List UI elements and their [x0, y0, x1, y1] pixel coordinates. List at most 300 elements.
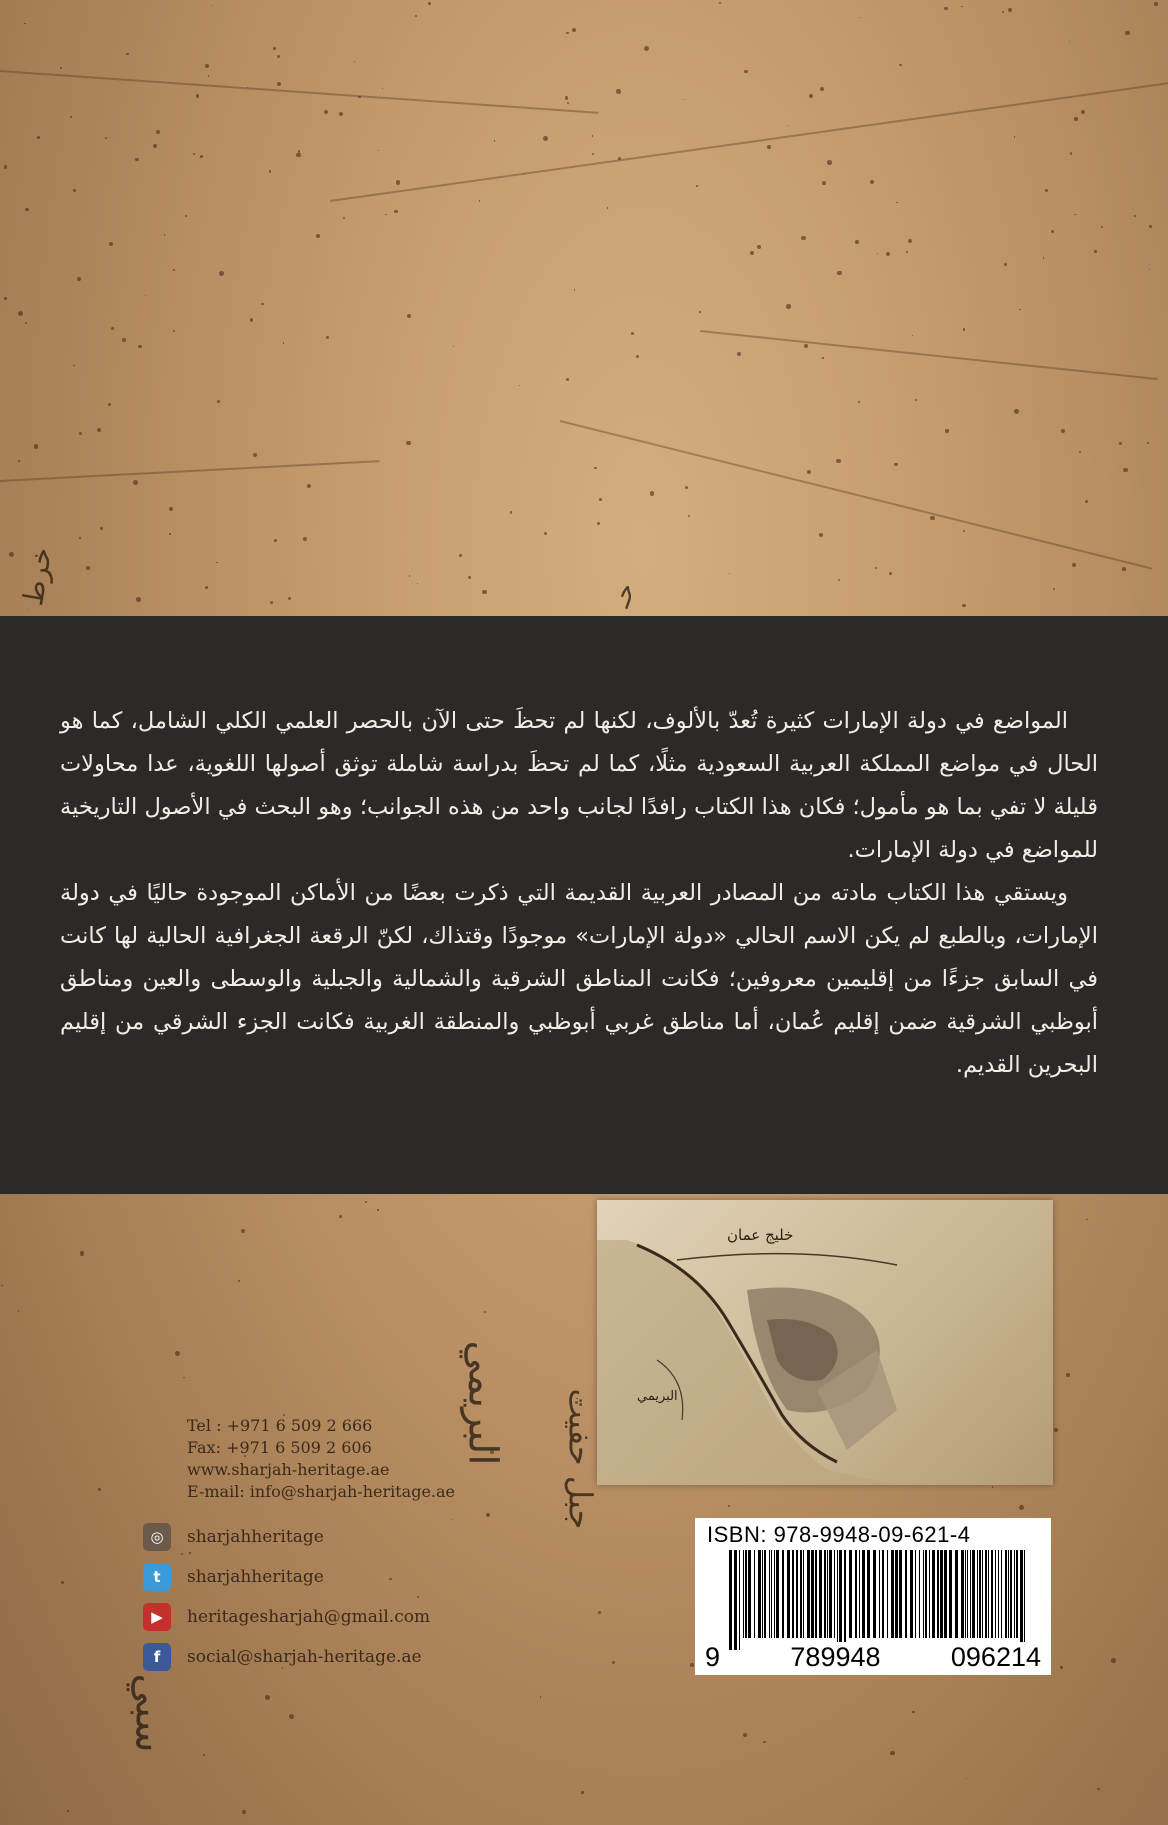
parchment-speck: [1097, 1788, 1100, 1791]
parchment-speck: [339, 1215, 342, 1218]
parchment-speck: [217, 400, 220, 403]
parchment-speck: [1008, 8, 1012, 12]
parchment-speck: [265, 1695, 270, 1700]
parchment-speck: [1043, 257, 1044, 258]
contact-email: E-mail: info@sharjah-heritage.ae: [187, 1482, 456, 1501]
parchment-speck: [912, 335, 913, 336]
barcode-bar: [745, 1550, 747, 1638]
parchment-speck: [572, 28, 576, 32]
parchment-speck: [417, 583, 418, 584]
parchment-speck: [565, 96, 568, 99]
blurb-band: [0, 616, 1168, 1194]
social-handle-twitter: sharjahheritage: [187, 1567, 324, 1587]
parchment-speck: [409, 575, 410, 576]
parchment-speck: [324, 110, 328, 114]
parchment-speck: [277, 55, 280, 58]
parchment-speck: [1045, 189, 1048, 192]
parchment-speck: [915, 399, 917, 401]
parchment-speck: [389, 1578, 391, 1580]
parchment-scratch: [0, 460, 380, 482]
parchment-speck: [540, 1696, 541, 1697]
parchment-speck: [73, 189, 76, 192]
barcode-bar: [895, 1550, 898, 1638]
parchment-speck: [34, 444, 38, 448]
parchment-speck: [382, 88, 384, 90]
parchment-speck: [288, 597, 291, 600]
parchment-speck: [804, 344, 808, 348]
parchment-speck: [183, 1377, 184, 1378]
parchment-speck: [80, 1251, 84, 1255]
barcode-bar: [729, 1550, 732, 1650]
barcode-bar: [824, 1550, 826, 1638]
parchment-speck: [185, 215, 187, 217]
parchment-speck: [135, 158, 139, 162]
parchment-speck: [97, 428, 101, 432]
parchment-speck: [827, 160, 832, 165]
barcode-bar: [995, 1550, 996, 1638]
parchment-speck: [407, 314, 411, 318]
parchment-speck: [767, 145, 771, 149]
parchment-speck: [453, 346, 454, 347]
isbn-label: ISBN: 978-9948-09-621-4: [707, 1522, 971, 1547]
barcode-bar: [819, 1550, 822, 1638]
parchment-speck: [836, 459, 841, 464]
parchment-speck: [1149, 269, 1150, 270]
barcode-bar: [839, 1550, 842, 1650]
parchment-speck: [1086, 1219, 1087, 1220]
parchment-speck: [274, 539, 277, 542]
social-row-twitter: [143, 1563, 324, 1591]
parchment-speck: [899, 64, 902, 67]
parchment-speck: [744, 70, 747, 73]
parchment-speck: [1122, 567, 1126, 571]
parchment-speck: [296, 153, 300, 157]
barcode-bar: [734, 1550, 737, 1650]
barcode-bar: [1016, 1550, 1018, 1638]
parchment-speck: [837, 271, 842, 276]
contact-fax: Fax: +971 6 509 2 606: [187, 1438, 372, 1457]
parchment-speck: [877, 253, 878, 254]
barcode-bar: [776, 1550, 779, 1638]
social-row-instagram: [143, 1523, 324, 1551]
barcode-bar: [844, 1550, 846, 1650]
handwritten-mark-bottom: سبي: [126, 1673, 173, 1753]
parchment-speck: [468, 576, 470, 578]
parchment-speck: [277, 82, 282, 87]
barcode-bar: [949, 1550, 952, 1638]
parchment-speck: [855, 240, 859, 244]
barcode-bar: [991, 1550, 993, 1638]
parchment-speck: [728, 1505, 730, 1507]
parchment-speck: [111, 327, 115, 331]
parchment-speck: [105, 137, 108, 140]
parchment-speck: [326, 336, 330, 340]
parchment-speck: [270, 601, 273, 604]
parchment-speck: [963, 530, 965, 532]
parchment-speck: [1069, 41, 1070, 42]
map-illustration: [597, 1200, 1053, 1485]
blurb-paragraph-2: ويستقي هذا الكتاب مادته من المصادر العربية القديمة التي ذكرت بعضًا من الأماكن الموجودة حاليًا في دولة الإمارات، وبالطبع لم يكن الاسم الحالي «دولة الإمارات» موجودًا وقتذاك، لكنّ الرقعة الجغرافية الحالية لها كانت في السابق جزءًا من إقليمين معروفين؛ فكانت المناطق الشرقية والشمالية والجبلية والوسطى والعين ومناطق أبوظبي الشرقية ضمن إقليم عُمان، أما مناطق غربي أبوظبي والمنطقة الغربية فكانت الجزء الشرقي من إقليم البحرين القديم.: [60, 880, 1098, 1078]
parchment-speck: [592, 135, 594, 137]
barcode-bar: [988, 1550, 989, 1638]
parchment-speck: [428, 2, 431, 5]
parchment-speck: [181, 1553, 183, 1555]
barcode-bar: [905, 1550, 907, 1638]
barcode-bar: [887, 1550, 888, 1638]
parchment-speck: [86, 566, 90, 570]
barcode-bar: [1008, 1550, 1009, 1638]
parchment-speck: [685, 486, 688, 489]
parchment-speck: [750, 251, 754, 255]
parchment-speck: [219, 271, 224, 276]
parchment-speck: [650, 491, 654, 495]
facebook-icon: f: [143, 1643, 171, 1671]
parchment-speck: [1149, 225, 1152, 228]
barcode-bar: [827, 1550, 828, 1638]
parchment-speck: [484, 1311, 486, 1313]
parchment-speck: [406, 441, 411, 446]
parchment-speck: [1094, 250, 1097, 253]
instagram-icon: ◎: [143, 1523, 171, 1551]
parchment-speck: [1014, 409, 1019, 414]
parchment-speck: [566, 378, 569, 381]
barcode-bar: [1014, 1550, 1015, 1638]
barcode-bar: [792, 1550, 794, 1638]
parchment-speck: [303, 537, 307, 541]
parchment-speck: [510, 511, 513, 514]
barcode-bar: [859, 1550, 860, 1638]
parchment-speck: [599, 498, 602, 501]
parchment-speck: [581, 1791, 584, 1794]
parchment-speck: [193, 153, 195, 155]
parchment-speck: [205, 586, 208, 589]
barcode-bar: [748, 1550, 751, 1638]
parchment-speck: [963, 328, 965, 330]
parchment-speck: [133, 480, 138, 485]
barcode-bar: [882, 1550, 884, 1638]
parchment-speck: [1, 1285, 3, 1287]
parchment-speck: [109, 242, 113, 246]
parchment-speck: [1154, 2, 1158, 6]
parchment-speck: [365, 1201, 367, 1203]
parchment-speck: [870, 180, 874, 184]
barcode-bar: [891, 1550, 894, 1638]
parchment-speck: [173, 269, 176, 272]
handwritten-place-name: البريمي: [459, 1340, 506, 1466]
parchment-speck: [100, 527, 103, 530]
isbn-digit-group-right: 096214: [950, 1642, 1041, 1672]
barcode-bar: [771, 1550, 772, 1638]
parchment-speck: [612, 1661, 615, 1664]
barcode-bar: [796, 1550, 798, 1638]
parchment-speck: [169, 507, 173, 511]
parchment-speck: [25, 322, 27, 324]
parchment-speck: [543, 136, 548, 141]
parchment-speck: [479, 200, 480, 201]
parchment-speck: [944, 7, 947, 10]
barcode-bar: [967, 1550, 968, 1638]
parchment-speck: [242, 1810, 246, 1814]
parchment-speck: [690, 1663, 694, 1667]
parchment-speck: [636, 355, 639, 358]
contact-tel: Tel : +971 6 509 2 666: [187, 1416, 373, 1435]
barcode-bar: [855, 1550, 857, 1638]
parchment-speck: [385, 214, 387, 216]
parchment-speck: [807, 470, 811, 474]
barcode-bar: [929, 1550, 930, 1638]
parchment-speck: [820, 87, 824, 91]
barcode-bar: [834, 1550, 835, 1638]
parchment-speck: [1074, 214, 1075, 215]
barcode-bar: [998, 1550, 999, 1638]
parchment-speck: [961, 6, 963, 8]
parchment-speck: [273, 47, 276, 50]
parchment-speck: [18, 311, 23, 316]
parchment-speck: [343, 217, 345, 219]
parchment-speck: [1014, 136, 1015, 137]
barcode-bar: [899, 1550, 902, 1638]
parchment-speck: [4, 297, 7, 300]
parchment-speck: [289, 1714, 294, 1719]
parchment-speck: [378, 150, 379, 151]
barcode-bar: [849, 1550, 852, 1638]
parchment-speck: [1134, 215, 1136, 217]
barcode-bar: [955, 1550, 958, 1638]
parchment-speck: [1072, 563, 1076, 567]
parchment-speck: [544, 532, 547, 535]
isbn-digits: [703, 1642, 1043, 1673]
parchment-speck: [60, 67, 62, 69]
parchment-speck: [889, 572, 892, 575]
parchment-speck: [945, 429, 948, 432]
parchment-speck: [417, 1596, 419, 1598]
parchment-speck: [1111, 1658, 1116, 1663]
barcode-bar: [743, 1550, 744, 1638]
parchment-speck: [175, 1351, 180, 1356]
parchment-speck: [966, 1778, 967, 1779]
parchment-speck: [858, 401, 860, 403]
parchment-speck: [1125, 31, 1130, 36]
parchment-speck: [459, 554, 462, 557]
barcode-bar: [803, 1550, 804, 1638]
barcode-bar: [754, 1550, 755, 1638]
parchment-speck: [567, 102, 569, 104]
parchment-speck: [574, 289, 575, 290]
parchment-speck: [73, 365, 74, 366]
parchment-speck: [79, 432, 82, 435]
parchment-speck: [482, 590, 487, 595]
parchment-speck: [616, 89, 621, 94]
parchment-speck: [1074, 117, 1078, 121]
barcode-bar: [782, 1550, 784, 1638]
parchment-speck: [4, 165, 7, 168]
barcode-bar: [811, 1550, 814, 1638]
parchment-speck: [77, 277, 81, 281]
barcode-bar: [919, 1550, 920, 1638]
parchment-speck: [138, 345, 141, 348]
parchment-speck: [1061, 429, 1065, 433]
handwritten-mark-center: حـ: [605, 578, 643, 612]
barcode-bar: [867, 1550, 870, 1638]
barcode-bar: [815, 1550, 817, 1638]
parchment-speck: [801, 236, 806, 241]
parchment-speck: [196, 94, 200, 98]
parchment-speck: [906, 251, 908, 253]
parchment-speck: [339, 112, 343, 116]
parchment-speck: [930, 516, 934, 520]
barcode-bar: [1010, 1550, 1012, 1638]
parchment-speck: [860, 17, 861, 18]
barcode-bar: [758, 1550, 761, 1638]
barcode-bar: [1024, 1550, 1025, 1650]
isbn-digit-lead: 9: [705, 1642, 721, 1672]
parchment-speck: [25, 208, 29, 212]
parchment-speck: [838, 579, 840, 581]
barcode-bar: [769, 1550, 770, 1638]
social-handle-youtube: heritagesharjah@gmail.com: [187, 1607, 431, 1627]
handwritten-mark-right: جبل حفيت: [561, 1388, 600, 1530]
social-row-facebook: [143, 1643, 422, 1671]
parchment-speck: [757, 245, 761, 249]
barcode-bar: [972, 1550, 975, 1638]
parchment-speck: [1101, 226, 1103, 228]
parchment-speck: [27, 609, 28, 610]
barcode-bar: [979, 1550, 981, 1638]
parchment-speck: [1019, 1505, 1024, 1510]
parchment-speck: [269, 170, 271, 172]
barcode-bar: [862, 1550, 865, 1638]
map-thumbnail: [597, 1200, 1053, 1485]
parchment-speck: [896, 202, 898, 204]
parchment-speck: [153, 144, 157, 148]
parchment-speck: [283, 342, 284, 343]
parchment-speck: [719, 2, 721, 4]
parchment-speck: [122, 338, 127, 343]
barcode-bar: [837, 1550, 838, 1650]
parchment-speck: [189, 1552, 190, 1553]
parchment-speck: [886, 252, 890, 256]
parchment-speck: [1081, 110, 1085, 114]
parchment-speck: [18, 1310, 19, 1311]
book-blurb: [60, 700, 1098, 1087]
parchment-speck: [1019, 309, 1020, 310]
parchment-speck: [136, 597, 141, 602]
parchment-speck: [1060, 1666, 1063, 1669]
contact-block: [187, 1415, 455, 1503]
parchment-speck: [1070, 152, 1072, 154]
parchment-speck: [1054, 1428, 1058, 1432]
parchment-scratch: [700, 330, 1158, 380]
parchment-speck: [494, 140, 496, 142]
parchment-speck: [875, 567, 877, 569]
parchment-scratch: [560, 420, 1152, 570]
parchment-speck: [908, 239, 912, 243]
parchment-speck: [238, 1280, 239, 1281]
parchment-speck: [1079, 451, 1081, 453]
parchment-speck: [145, 295, 146, 296]
parchment-speck: [786, 304, 791, 309]
parchment-speck: [250, 318, 253, 321]
barcode-bar: [807, 1550, 810, 1638]
parchment-speck: [377, 1209, 379, 1211]
parchment-speck: [890, 1751, 894, 1755]
parchment-speck: [156, 130, 160, 134]
parchment-speck: [1002, 11, 1004, 13]
parchment-speck: [819, 533, 823, 537]
barcode-bar: [787, 1550, 790, 1638]
parchment-speck: [354, 61, 355, 62]
parchment-speck: [594, 467, 597, 470]
parchment-speck: [307, 484, 312, 489]
parchment-speck: [729, 573, 730, 574]
parchment-speck: [126, 53, 129, 56]
parchment-speck: [699, 311, 700, 312]
parchment-speck: [1147, 442, 1149, 444]
parchment-speck: [631, 332, 635, 336]
twitter-icon: t: [143, 1563, 171, 1591]
barcode-bar: [1005, 1550, 1007, 1638]
parchment-speck: [696, 185, 697, 186]
parchment-speck: [1066, 1373, 1070, 1377]
handwritten-mark-top-left: خرط: [15, 544, 59, 609]
barcode-bars: [707, 1550, 1039, 1650]
parchment-speck: [894, 463, 897, 466]
parchment-speck: [212, 5, 213, 6]
barcode-bar: [910, 1550, 913, 1638]
parchment-speck: [79, 537, 80, 538]
parchment-speck: [205, 64, 209, 68]
barcode-bar: [925, 1550, 927, 1638]
parchment-speck: [597, 522, 600, 525]
parchment-speck: [1085, 500, 1088, 503]
parchment-speck: [415, 15, 417, 17]
parchment-speck: [822, 181, 826, 185]
parchment-speck: [108, 403, 111, 406]
barcode-bar: [762, 1550, 763, 1638]
parchment-speck: [644, 46, 649, 51]
parchment-speck: [18, 460, 19, 461]
barcode-bar: [923, 1550, 924, 1638]
parchment-speck: [962, 604, 966, 608]
barcode-bar: [944, 1550, 947, 1638]
parchment-speck: [992, 1486, 993, 1487]
barcode-bar: [764, 1550, 766, 1638]
barcode-bar: [873, 1550, 876, 1638]
parchment-speck: [396, 180, 400, 184]
parchment-speck: [98, 1488, 100, 1490]
parchment-speck: [688, 515, 690, 517]
parchment-speck: [316, 234, 320, 238]
parchment-speck: [394, 210, 397, 213]
parchment-scratch: [0, 70, 599, 114]
parchment-speck: [70, 116, 72, 118]
social-row-youtube: [143, 1603, 430, 1631]
barcode-bar: [879, 1550, 880, 1638]
barcode-bar: [940, 1550, 943, 1638]
parchment-speck: [598, 1611, 601, 1614]
barcode-bar: [800, 1550, 802, 1638]
parchment-speck: [9, 552, 14, 557]
parchment-speck: [912, 1711, 915, 1714]
parchment-speck: [208, 75, 209, 76]
social-handle-facebook: social@sharjah-heritage.ae: [187, 1647, 422, 1667]
parchment-speck: [787, 125, 788, 126]
parchment-speck: [298, 150, 300, 152]
barcode-bar: [982, 1550, 983, 1638]
parchment-scratch: [330, 79, 1168, 202]
social-handle-instagram: sharjahheritage: [187, 1527, 324, 1547]
parchment-speck: [24, 23, 25, 24]
